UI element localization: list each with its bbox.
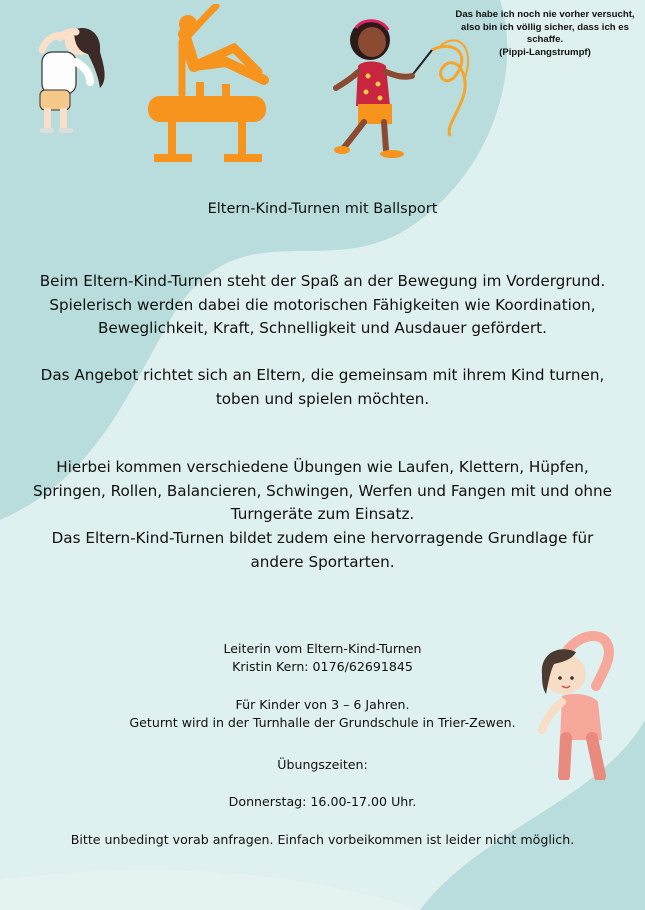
audience-line: toben und spielen möchten. <box>215 389 430 408</box>
exercises-line: Das Eltern-Kind-Turnen bildet zudem eine hervorragende Grundlage für <box>51 529 594 548</box>
schedule-heading: Übungszeiten: <box>277 757 368 772</box>
exercises-line: Hierbei kommen verschiedene Übungen wie Laufen, Klettern, Hüpfen, <box>56 458 589 476</box>
pommel-horse-gymnast-icon <box>146 4 276 164</box>
quote-line: Das habe ich noch nie vorher versucht, <box>455 9 635 20</box>
intro-line: Spielerisch werden dabei die motorischen Fähigkeiten wie Koordination, <box>49 295 596 314</box>
schedule-time: Donnerstag: 16.00-17.00 Uhr. <box>228 794 417 809</box>
registration-note: Bitte unbedingt vorab anfragen. Einfach vorbeikommen ist leider nicht möglich. <box>70 832 575 847</box>
exercises-line: Turngeräte zum Einsatz. <box>230 505 415 524</box>
intro-line: Beweglichkeit, Kraft, Schnelligkeit und Ausdauer gefördert. <box>98 319 547 338</box>
audience-line: Das Angebot richtet sich an Eltern, die gemeinsam mit ihrem Kind turnen, <box>40 366 605 384</box>
child-stretching-illustration <box>30 22 120 137</box>
location-info: Geturnt wird in der Turnhalle der Grundschule in Trier-Zewen. <box>129 715 516 730</box>
contact-role: Leiterin vom Eltern-Kind-Turnen <box>223 641 422 656</box>
intro-line: Beim Eltern-Kind-Turnen steht der Spaß an der Bewegung im Vordergrund. <box>39 272 606 290</box>
contact-block <box>0 640 645 676</box>
page-title: Eltern-Kind-Turnen mit Ballsport <box>207 201 438 217</box>
contact-person: Kristin Kern: 0176/62691845 <box>232 659 413 674</box>
quote-line: also bin ich völlig sicher, dass ich es <box>461 21 629 33</box>
age-info: Für Kinder von 3 – 6 Jahren. <box>235 697 410 712</box>
exercises-line: andere Sportarten. <box>250 552 395 571</box>
exercises-line: Springen, Rollen, Balancieren, Schwingen, Werfen und Fangen mit und ohne <box>32 481 613 500</box>
exercises-paragraph <box>0 456 645 575</box>
pippi-quote <box>440 9 645 59</box>
intro-paragraph <box>0 270 645 341</box>
quote-line: schaffe. <box>526 34 564 45</box>
audience-paragraph <box>0 364 645 411</box>
details-block <box>0 696 645 732</box>
quote-author: (Pippi-Langstrumpf) <box>499 46 591 58</box>
